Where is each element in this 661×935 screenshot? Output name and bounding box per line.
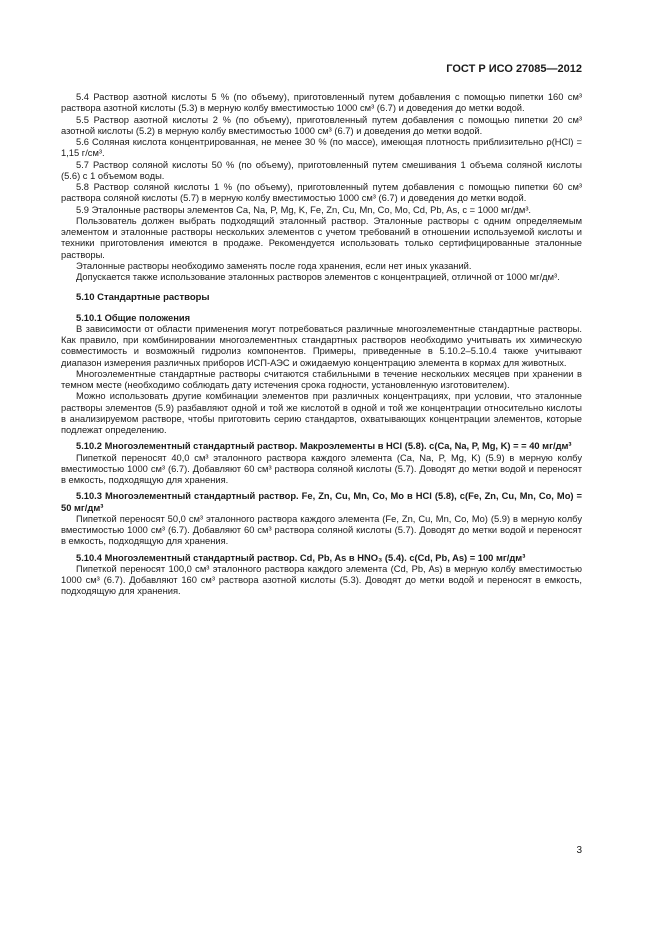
para-5-6: 5.6 Соляная кислота концентрированная, не менее 30 % (по массе), имеющая плотность приблизительно ρ(HCl) = 1,15 г/см³. [61, 137, 582, 159]
para-5-5: 5.5 Раствор азотной кислоты 2 % (по объему), приготовленный путем добавления с помощью пипетки 20 см³ азотной кислоты (5.2) в мерную колбу вместимостью 1000 см³ (6.7) и доведения до метки водой. [61, 114, 582, 136]
subsection-heading-5-10-3: 5.10.3 Многоэлементный стандартный раствор. Fe, Zn, Cu, Mn, Co, Mo в HCl (5.8), c(Fe, Zn, Cu, Mn, Co, Mo) = 50 мг/дм³ [61, 491, 582, 513]
para-5-9: 5.9 Эталонные растворы элементов Ca, Na, P, Mg, K, Fe, Zn, Cu, Mn, Co, Mo, Cd, Pb, As, c = 1000 мг/дм³. [76, 204, 532, 215]
page-number: 3 [576, 845, 582, 856]
para-5-9-note-a: Пользователь должен выбрать подходящий эталонный раствор. Эталонные растворы с одним определяемым элементом и эталонные растворы нескольких элементов с учетом требований в отношении используемой кислоты и техники приготовления имеются в продаже. Рекомендуется использовать только сертифицированные эталонные растворы. [61, 215, 582, 260]
para-5-10-1-b: Многоэлементные стандартные растворы считаются стабильными в течение нескольких месяцев при хранении в темном месте (необходимо соблюдать дату истечения срока годности, установленную изготовителем). [61, 368, 582, 390]
para-5-9-note-b: Эталонные растворы необходимо заменять после года хранения, если нет иных указаний. [76, 260, 472, 271]
subsection-heading-5-10-4: 5.10.4 Многоэлементный стандартный раствор. Cd, Pb, As в HNO₃ (5.4). c(Cd, Pb, As) = 100 мг/дм³ [76, 552, 526, 563]
para-5-4: 5.4 Раствор азотной кислоты 5 % (по объему), приготовленный путем добавления с помощью пипетки 160 см³ раствора азотной кислоты (5.3) в мерную колбу вместимостью 1000 см³ (6.7) и доведения до метки водой. [61, 92, 582, 114]
section-heading-5-10: 5.10 Стандартные растворы [76, 292, 210, 304]
para-5-7: 5.7 Раствор соляной кислоты 50 % (по объему), приготовленный путем смешивания 1 объема соляной кислоты (5.6) с 1 объемом воды. [61, 159, 582, 181]
subsection-heading-5-10-1: 5.10.1 Общие положения [76, 312, 191, 323]
subsection-heading-5-10-2: 5.10.2 Многоэлементный стандартный раствор. Макроэлементы в HCl (5.8). c(Ca, Na, P, Mg, K) = = 40 мг/дм³ [76, 441, 572, 452]
para-5-10-4: Пипеткой переносят 100,0 см³ эталонного раствора каждого элемента (Cd, Pb, As) в мерную колбу вместимостью 1000 см³ (6.7). Добавляют 160 см³ раствора азотной кислоты (5.3). Доводят до метки водой и переносят в емкость, подходящую для хранения. [61, 563, 582, 597]
para-5-10-1-c: Можно использовать другие комбинации элементов при различных концентрациях, при условии, что эталонные растворы элементов (5.9) разбавляют одной и той же кислотой в одной и той же концентрации относительно кислоты в анализируемом растворе, чтобы приготовить серию стандартов, охватывающих концентрации элементов, которые подлежат определению. [61, 391, 582, 435]
para-5-9-note-c: Допускается также использование эталонных растворов элементов с концентрацией, отличной от 1000 мг/дм³. [76, 272, 560, 282]
para-5-10-3: Пипеткой переносят 50,0 см³ эталонного раствора каждого элемента (Fe, Zn, Cu, Mn, Co, Mo) (5.9) в мерную колбу вместимостью 1000 см³ (6.7). Добавляют 60 см³ раствора соляной кислоты (5.7). Доводят до метки водой и переносят в емкость, подходящую для хранения. [61, 513, 582, 547]
document-body [61, 92, 582, 598]
document-header-id: ГОСТ Р ИСО 27085—2012 [446, 63, 582, 75]
para-5-10-2: Пипеткой переносят 40,0 см³ эталонного раствора каждого элемента (Ca, Na, P, Mg, K) (5.9) в мерную колбу вместимостью 1000 см³ (6.7). Добавляют 60 см³ раствора соляной кислоты (5.7). Доводят до метки водой и переносят в емкость, подходящую для хранения. [61, 452, 582, 485]
para-5-8: 5.8 Раствор соляной кислоты 1 % (по объему), приготовленный путем добавления с помощью пипетки 60 см³ раствора соляной кислоты (5.7) в мерную колбу вместимостью 1000 см³ (6.7) и доведения до метки водой. [61, 182, 582, 204]
para-5-10-1-a: В зависимости от области применения могут потребоваться различные многоэлементные стандартные растворы. Как правило, при комбинировании многоэлементных стандартных растворов необходимо учитывать их химическую совместимость и возможный гидролиз компонентов. Примеры, приведенные в 5.10.2–5.10.4 также учитывают диапазон измерения различных приборов ИСП-АЭС и ожидаемую концентрацию элемента в кормах для животных. [61, 323, 582, 368]
